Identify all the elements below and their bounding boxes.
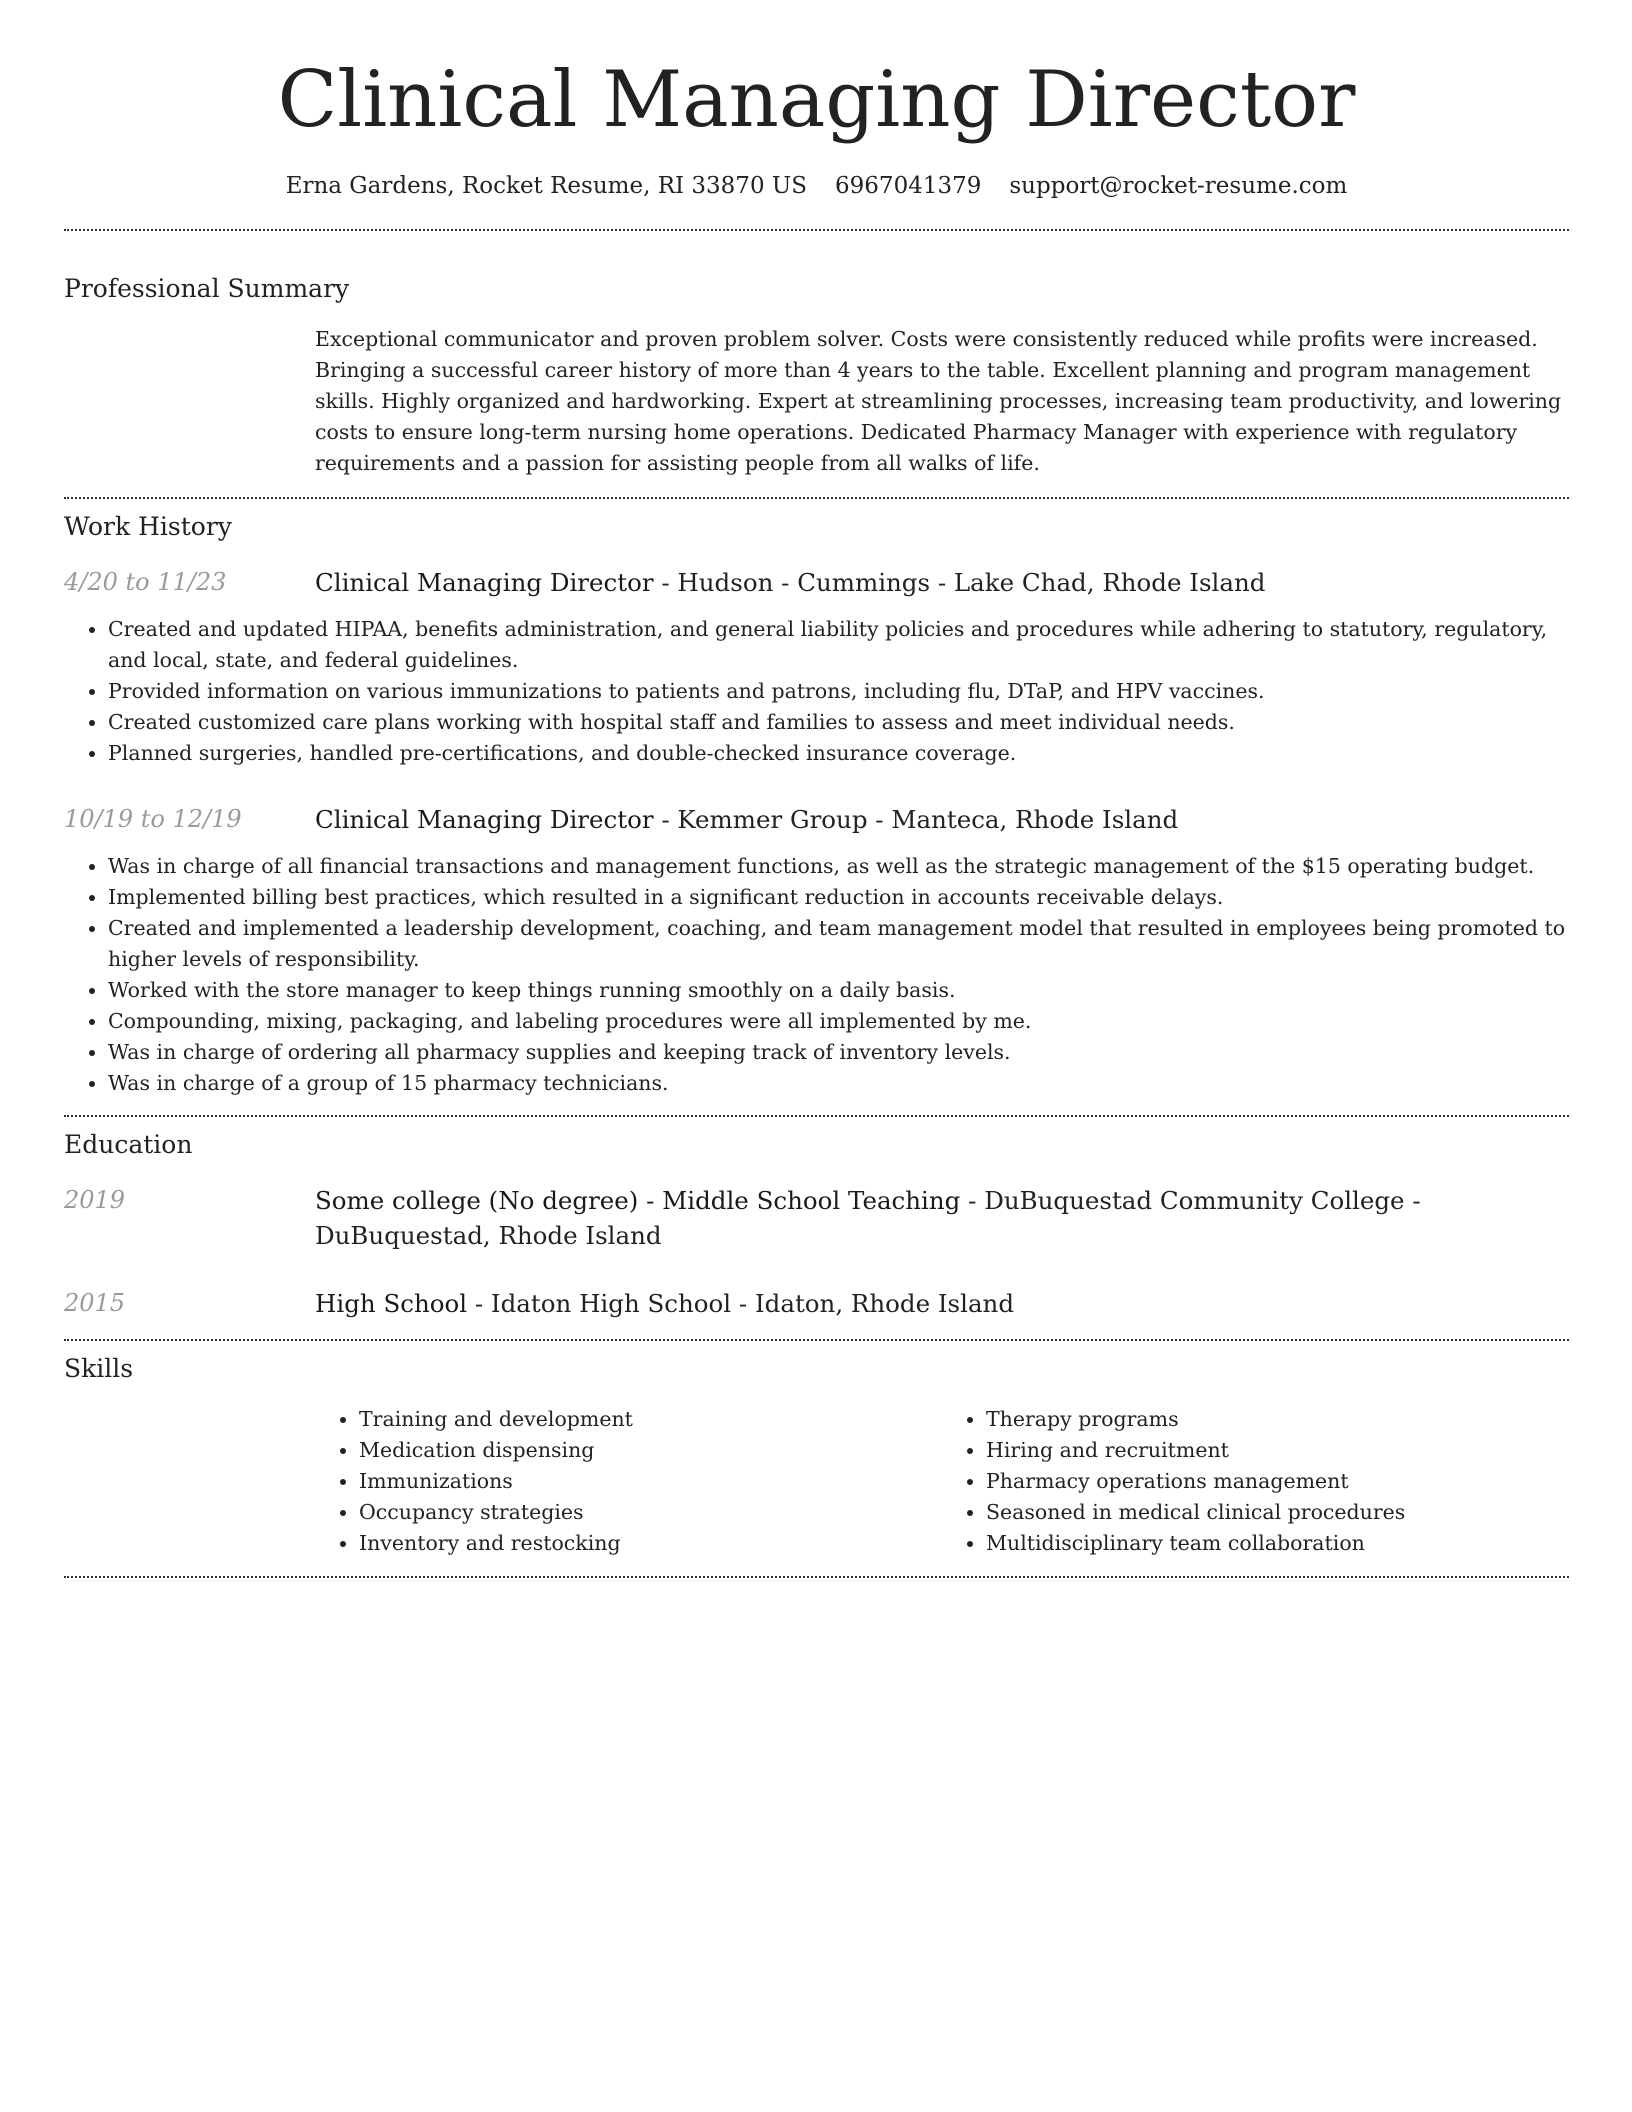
divider: [64, 229, 1569, 231]
work-history-section: [64, 510, 1569, 1099]
job-bullet: • Created customized care plans working with hospital staff and families to assess and meet individual needs.: [108, 707, 1569, 738]
candidate-name: Clinical Managing Director: [277, 55, 1356, 145]
jobs-list: [64, 565, 1569, 1099]
skill-item: • Pharmacy operations management: [986, 1466, 1569, 1497]
job-dates: 4/20 to 11/23: [64, 568, 227, 596]
skill-item: • Occupancy strategies: [359, 1497, 942, 1528]
job-role: Clinical Managing Director: [315, 805, 654, 834]
job-role: Clinical Managing Director: [315, 568, 654, 597]
skill-item: • Training and development: [359, 1404, 942, 1435]
education-school: - Idaton High School - Idaton, Rhode Island: [467, 1289, 1015, 1318]
education-school: - DuBuquestad Community College - DuBuquestad, Rhode Island: [315, 1186, 1421, 1250]
section-title-education: Education: [64, 1130, 193, 1159]
job-bullet: • Provided information on various immunizations to patients and patrons, including flu, DTaP, and HPV vaccines.: [108, 676, 1569, 707]
contact-email: support@rocket-resume.com: [1009, 173, 1348, 199]
job-bullet: • Created and updated HIPAA, benefits administration, and general liability policies and procedures while adhering to statutory, regulatory, and local, state, and federal guidelines.: [108, 614, 1569, 676]
skills-column-left: [315, 1404, 942, 1559]
skill-item: • Immunizations: [359, 1466, 942, 1497]
job-heading: [315, 802, 1569, 837]
section-title-summary: Professional Summary: [64, 274, 350, 303]
section-title-skills: Skills: [64, 1354, 134, 1383]
job-bullet: • Was in charge of ordering all pharmacy supplies and keeping track of inventory levels.: [108, 1037, 1569, 1068]
summary-text: Exceptional communicator and proven problem solver. Costs were consistently reduced while profits were increased. Bringing a successful career history of more than 4 years to the table. Excellent planning and program management skills. Highly organized and hardworking. Expert at streamlining processes, increasing team productivity, and lowering costs to ensure long-term nursing home operations. Dedicated Pharmacy Manager with experience with regulatory requirements and a passion for assisting people from all walks of life.: [315, 327, 1562, 475]
job-dates: 10/19 to 12/19: [64, 805, 242, 833]
education-heading: [315, 1286, 1569, 1321]
education-heading: [315, 1183, 1569, 1253]
section-title-work: Work History: [64, 512, 232, 541]
resume-header: [64, 0, 1569, 202]
divider: [64, 1339, 1569, 1341]
divider: [64, 497, 1569, 499]
job-bullet: • Created and implemented a leadership development, coaching, and team management model that resulted in employees being promoted to higher levels of responsibility.: [108, 913, 1569, 975]
contact-line: [64, 170, 1569, 202]
job-bullet: • Worked with the store manager to keep things running smoothly on a daily basis.: [108, 975, 1569, 1006]
job-entry: [64, 802, 1569, 1099]
skill-item: • Multidisciplinary team collaboration: [986, 1528, 1569, 1559]
summary-section: [64, 272, 1569, 479]
education-degree: High School: [315, 1289, 468, 1318]
education-section: [64, 1128, 1569, 1321]
skills-section: [64, 1352, 1569, 1559]
job-bullet: • Was in charge of all financial transactions and management functions, as well as the strategic management of the $15 operating budget.: [108, 851, 1569, 882]
skill-item: • Medication dispensing: [359, 1435, 942, 1466]
skill-item: • Seasoned in medical clinical procedures: [986, 1497, 1569, 1528]
job-bullet: • Was in charge of a group of 15 pharmacy technicians.: [108, 1068, 1569, 1099]
education-entry: [64, 1286, 1569, 1321]
divider: [64, 1576, 1569, 1578]
contact-address: Erna Gardens, Rocket Resume, RI 33870 US: [285, 173, 808, 199]
education-degree: Some college (No degree) - Middle School Teaching: [315, 1186, 961, 1215]
job-bullet: • Compounding, mixing, packaging, and labeling procedures were all implemented by me.: [108, 1006, 1569, 1037]
education-year: 2015: [64, 1289, 126, 1317]
job-heading: [315, 565, 1569, 600]
job-employer: - Kemmer Group - Manteca, Rhode Island: [653, 805, 1179, 834]
contact-phone: 6967041379: [835, 173, 982, 199]
job-employer: - Hudson - Cummings - Lake Chad, Rhode Island: [653, 568, 1266, 597]
job-bullet: • Implemented billing best practices, which resulted in a significant reduction in accounts receivable delays.: [108, 882, 1569, 913]
skills-grid: [315, 1404, 1569, 1559]
job-bullets: [64, 851, 1569, 1099]
job-bullets: [64, 614, 1569, 769]
divider: [64, 1115, 1569, 1117]
resume-page: [64, 0, 1569, 1578]
skill-item: • Hiring and recruitment: [986, 1435, 1569, 1466]
education-entry: [64, 1183, 1569, 1253]
skill-item: • Therapy programs: [986, 1404, 1569, 1435]
education-year: 2019: [64, 1186, 126, 1214]
skill-item: • Inventory and restocking: [359, 1528, 942, 1559]
skills-column-right: [942, 1404, 1569, 1559]
job-bullet: • Planned surgeries, handled pre-certifications, and double-checked insurance coverage.: [108, 738, 1569, 769]
job-entry: [64, 565, 1569, 769]
